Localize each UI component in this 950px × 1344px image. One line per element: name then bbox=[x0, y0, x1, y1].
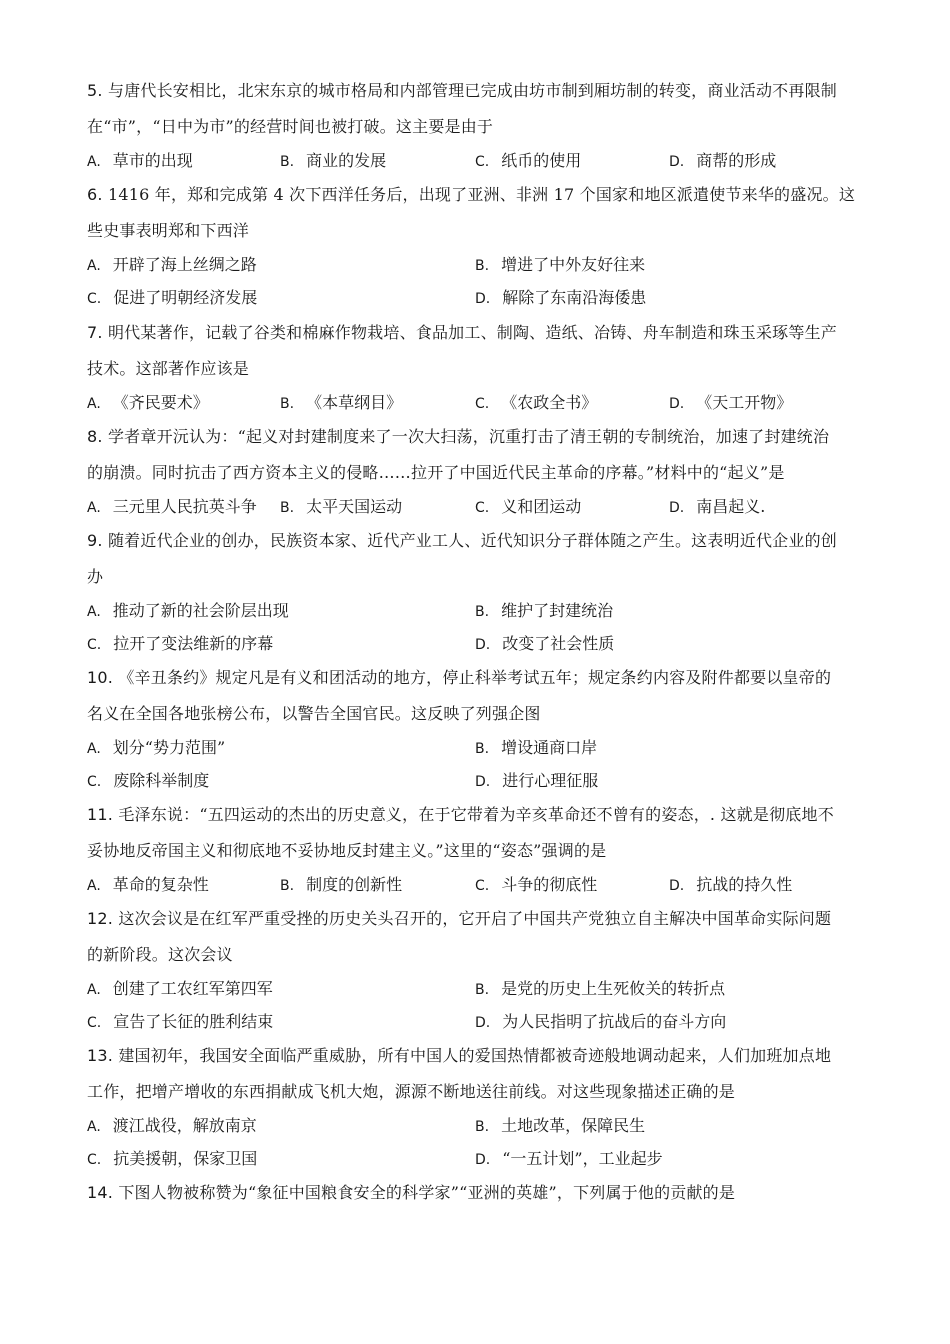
question-6-line-1: 6. 1416 年，郑和完成第 4 次下西洋任务后，出现了亚洲、非洲 17 个国家和地区派遣使节来华的盛况。这 bbox=[87, 185, 856, 204]
question-14-line-1: 14. 下图人物被称赞为“象征中国粮食安全的科学家”“亚洲的英雄”，下列属于他的贡献的是 bbox=[87, 1183, 736, 1202]
question-12-option-b[interactable]: B. 是党的历史上生死攸关的转折点 bbox=[475, 979, 726, 998]
question-12-option-a[interactable]: A. 创建了工农红军第四军 bbox=[87, 979, 273, 998]
question-7-option-b[interactable]: B. 《本草纲目》 bbox=[280, 393, 403, 412]
question-10-option-b[interactable]: B. 增设通商口岸 bbox=[475, 738, 598, 757]
question-11-option-c[interactable]: C. 斗争的彻底性 bbox=[475, 875, 598, 894]
question-5-line-2: 在“市”，“日中为市”的经营时间也被打破。这主要是由于 bbox=[87, 117, 494, 136]
question-12-line-2: 的新阶段。这次会议 bbox=[87, 945, 233, 964]
question-13-option-d[interactable]: D. “一五计划”，工业起步 bbox=[475, 1149, 663, 1168]
question-13-line-2: 工作，把增产增收的东西捐献成飞机大炮，源源不断地送往前线。对这些现象描述正确的是 bbox=[87, 1082, 736, 1101]
question-6-option-b[interactable]: B. 增进了中外友好往来 bbox=[475, 255, 646, 274]
question-6-option-a[interactable]: A. 开辟了海上丝绸之路 bbox=[87, 255, 257, 274]
question-8-option-a[interactable]: A. 三元里人民抗英斗争 bbox=[87, 497, 257, 516]
question-7-option-c[interactable]: C. 《农政全书》 bbox=[475, 393, 598, 412]
question-13-option-b[interactable]: B. 土地改革，保障民生 bbox=[475, 1116, 646, 1135]
question-11-option-b[interactable]: B. 制度的创新性 bbox=[280, 875, 403, 894]
question-9-option-d[interactable]: D. 改变了社会性质 bbox=[475, 634, 615, 653]
question-5-option-c[interactable]: C. 纸币的使用 bbox=[475, 151, 582, 170]
question-11-line-2: 妥协地反帝国主义和彻底地不妥协地反封建主义。”这里的“姿态”强调的是 bbox=[87, 841, 607, 860]
question-11-option-d[interactable]: D. 抗战的持久性 bbox=[669, 875, 793, 894]
question-10-line-2: 名义在全国各地张榜公布，以警告全国官民。这反映了列强企图 bbox=[87, 704, 541, 723]
question-8-line-2: 的崩溃。同时抗击了西方资本主义的侵略……拉开了中国近代民主革命的序幕。”材料中的“起义”是 bbox=[87, 463, 785, 482]
question-8-option-b[interactable]: B. 太平天国运动 bbox=[280, 497, 403, 516]
question-9-option-b[interactable]: B. 维护了封建统治 bbox=[475, 601, 614, 620]
question-8-option-c[interactable]: C. 义和团运动 bbox=[475, 497, 582, 516]
question-9-option-c[interactable]: C. 拉开了变法维新的序幕 bbox=[87, 634, 274, 653]
question-12-line-1: 12. 这次会议是在红军严重受挫的历史关头召开的，它开启了中国共产党独立自主解决中国革命实际问题 bbox=[87, 909, 832, 928]
question-5-line-1: 5. 与唐代长安相比，北宋东京的城市格局和内部管理已完成由坊市制到厢坊制的转变，商业活动不再限制 bbox=[87, 81, 837, 100]
question-13-option-c[interactable]: C. 抗美援朝，保家卫国 bbox=[87, 1149, 258, 1168]
question-7-option-d[interactable]: D. 《天工开物》 bbox=[669, 393, 793, 412]
question-11-option-a[interactable]: A. 革命的复杂性 bbox=[87, 875, 209, 894]
question-10-option-c[interactable]: C. 废除科举制度 bbox=[87, 771, 210, 790]
question-12-option-d[interactable]: D. 为人民指明了抗战后的奋斗方向 bbox=[475, 1012, 727, 1031]
question-7-line-2: 技术。这部著作应该是 bbox=[87, 359, 250, 378]
question-9-line-1: 9. 随着近代企业的创办，民族资本家、近代产业工人、近代知识分子群体随之产生。这表明近代企业的创 bbox=[87, 531, 837, 550]
question-6-option-c[interactable]: C. 促进了明朝经济发展 bbox=[87, 288, 258, 307]
question-5-option-d[interactable]: D. 商帮的形成 bbox=[669, 151, 777, 170]
question-5-option-a[interactable]: A. 草市的出现 bbox=[87, 151, 193, 170]
question-8-option-d[interactable]: D. 南昌起义. bbox=[669, 497, 766, 516]
question-7-line-1: 7. 明代某著作，记载了谷类和棉麻作物栽培、食品加工、制陶、造纸、冶铸、舟车制造和珠玉采琢等生产 bbox=[87, 323, 837, 342]
question-10-option-d[interactable]: D. 进行心理征服 bbox=[475, 771, 599, 790]
question-13-line-1: 13. 建国初年，我国安全面临严重威胁，所有中国人的爱国热情都被奇迹般地调动起来，人们加班加点地 bbox=[87, 1046, 832, 1065]
question-11-line-1: 11. 毛泽东说：“五四运动的杰出的历史意义，在于它带着为辛亥革命还不曾有的姿态，. 这就是彻底地不 bbox=[87, 805, 834, 824]
question-10-option-a[interactable]: A. 划分“势力范围” bbox=[87, 738, 226, 757]
question-13-option-a[interactable]: A. 渡江战役，解放南京 bbox=[87, 1116, 257, 1135]
question-6-option-d[interactable]: D. 解除了东南沿海倭患 bbox=[475, 288, 647, 307]
question-10-line-1: 10. 《辛丑条约》规定凡是有义和团活动的地方，停止科举考试五年；规定条约内容及附件都要以皇帝的 bbox=[87, 668, 832, 687]
question-5-option-b[interactable]: B. 商业的发展 bbox=[280, 151, 387, 170]
question-9-line-2: 办 bbox=[87, 567, 104, 586]
question-9-option-a[interactable]: A. 推动了新的社会阶层出现 bbox=[87, 601, 289, 620]
question-7-option-a[interactable]: A. 《齐民要术》 bbox=[87, 393, 209, 412]
question-12-option-c[interactable]: C. 宣告了长征的胜利结束 bbox=[87, 1012, 274, 1031]
question-8-line-1: 8. 学者章开沅认为：“起义对封建制度来了一次大扫荡，沉重打击了清王朝的专制统治，加速了封建统治 bbox=[87, 427, 830, 446]
question-6-line-2: 些史事表明郑和下西洋 bbox=[87, 221, 250, 240]
